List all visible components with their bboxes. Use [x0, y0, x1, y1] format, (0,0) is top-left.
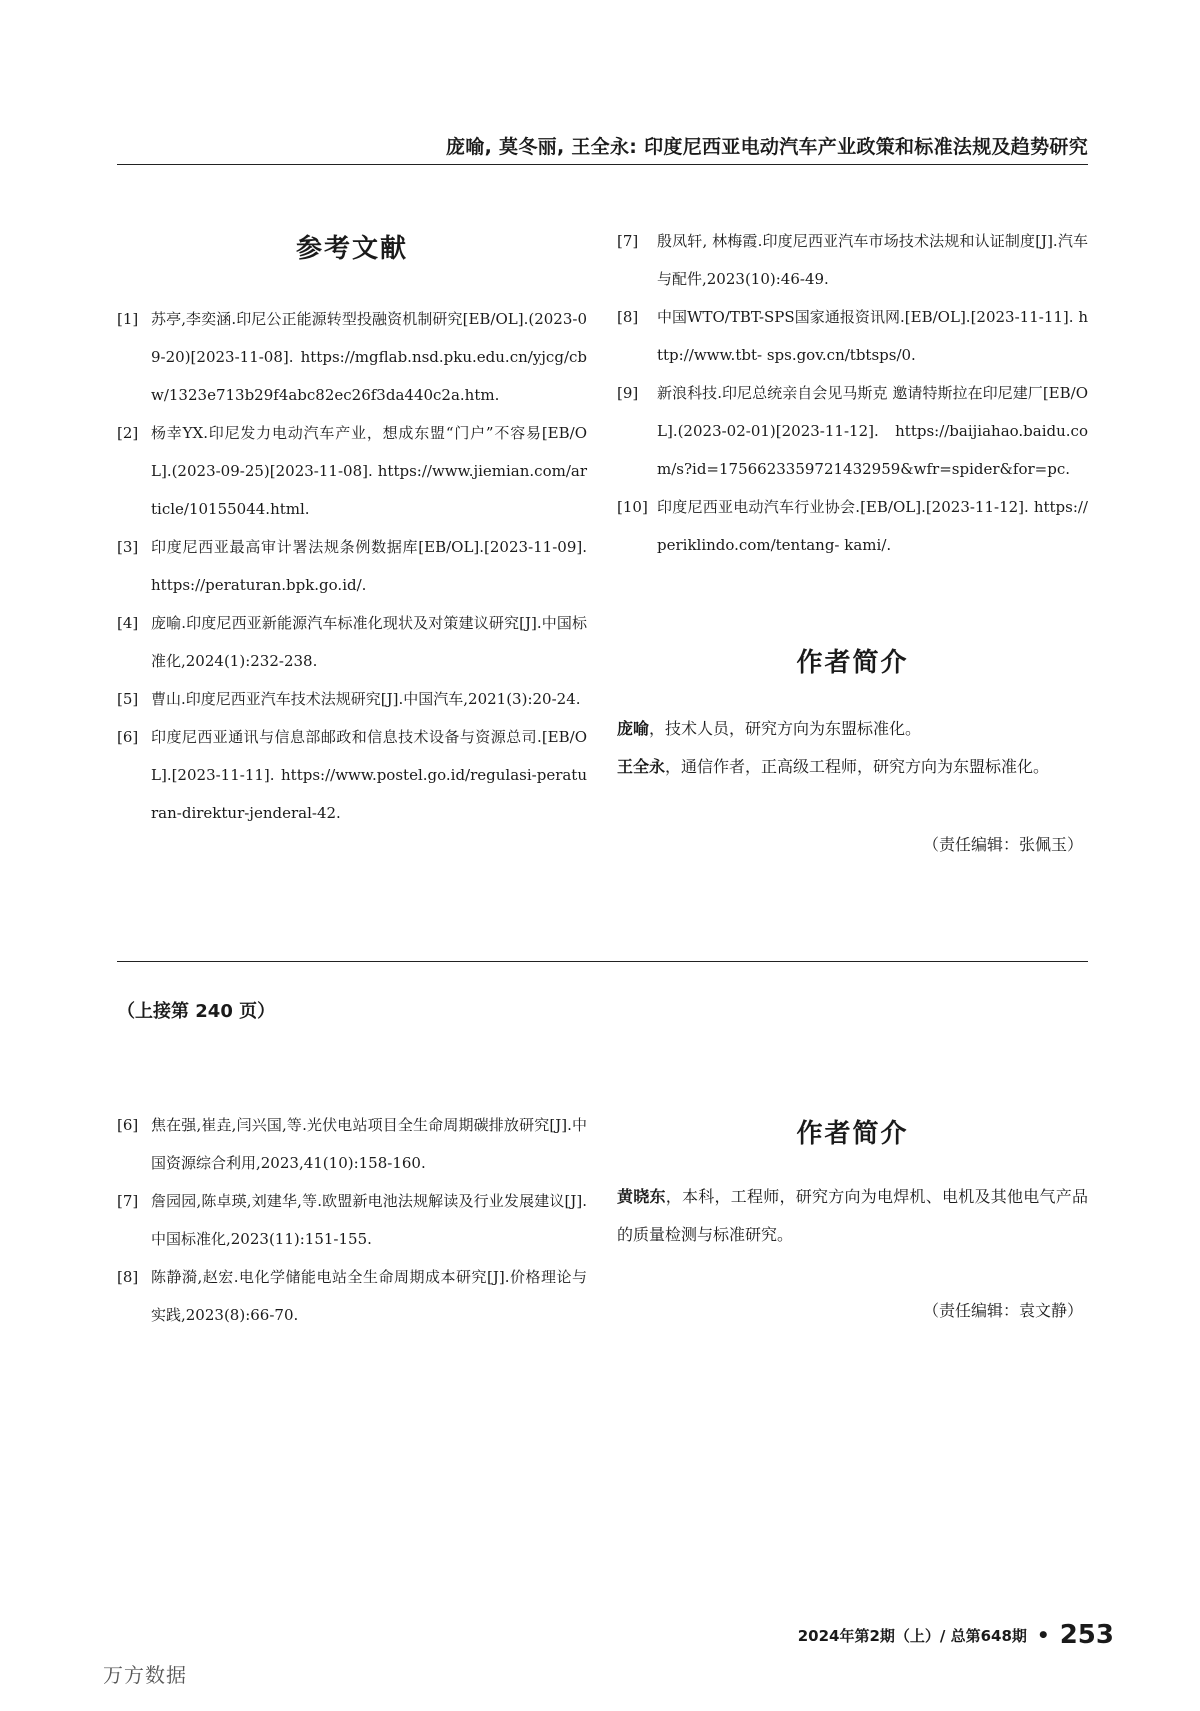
reference-item: [1] 苏亭,李奕涵.印尼公正能源转型投融资机制研究[EB/OL].(2023-09-20)[2023-11-08]. https://mgflab.nsd.pku.edu.cn/yjcg/cbw/1323e713b29f4abc82ec26f3da440c2a.htm.: [117, 310, 587, 404]
author-bio: 庞喻，技术人员，研究方向为东盟标准化。: [617, 719, 922, 738]
references-left-list: [117, 300, 587, 832]
references-continued-list: [117, 1106, 587, 1334]
page-footer: [798, 1620, 1114, 1650]
author-name: 黄晓东: [617, 1187, 666, 1206]
reference-item: [3] 印度尼西亚最高审计署法规条例数据库[EB/OL].[2023-11-09]. https://peraturan.bpk.go.id/.: [117, 538, 587, 594]
page-number: 253: [1059, 1620, 1114, 1650]
author-name: 王全永: [617, 757, 666, 776]
references-right-list: [617, 222, 1088, 564]
reference-item: [6] 焦在强,崔垚,闫兴国,等.光伏电站项目全生命周期碳排放研究[J].中国资源综合利用,2023,41(10):158-160.: [117, 1116, 587, 1172]
reference-item: [9] 新浪科技.印尼总统亲自会见马斯克 邀请特斯拉在印尼建厂[EB/OL].(2023-02-01)[2023-11-12]. https://baijiahao.baidu.com/s?id=1756623359721432959&wfr=spider&for=pc.: [617, 384, 1088, 478]
author-intro-title: 作者简介: [796, 648, 909, 678]
continued-note: （上接第 240 页）: [117, 1001, 276, 1022]
author-bios-2: [617, 1178, 1088, 1254]
bullet-separator: •: [1036, 1623, 1050, 1647]
author-bios: [617, 710, 1088, 786]
section-divider: [117, 961, 1088, 962]
reference-item: [8] 中国WTO/TBT-SPS国家通报资讯网.[EB/OL].[2023-11-11]. http://www.tbt- sps.gov.cn/tbtsps/0.: [617, 308, 1088, 364]
reference-item: [7] 詹园园,陈卓瑛,刘建华,等.欧盟新电池法规解读及行业发展建议[J].中国标准化,2023(11):151-155.: [117, 1192, 587, 1248]
reference-item: [2] 杨幸YX.印尼发力电动汽车产业，想成东盟“门户”不容易[EB/OL].(2023-09-25)[2023-11-08]. https://www.jiemian.com/article/10155044.html.: [117, 424, 587, 518]
reference-item: [4] 庞喻.印度尼西亚新能源汽车标准化现状及对策建议研究[J].中国标准化,2024(1):232-238.: [117, 614, 587, 670]
references-title: 参考文献: [295, 234, 408, 264]
watermark: 万方数据: [103, 1663, 187, 1687]
author-bio: 黄晓东，本科，工程师，研究方向为电焊机、电机及其他电气产品的质量检测与标准研究。: [617, 1187, 1088, 1244]
author-bio: 王全永，通信作者，正高级工程师，研究方向为东盟标准化。: [617, 757, 1050, 776]
reference-item: [6] 印度尼西亚通讯与信息部邮政和信息技术设备与资源总司.[EB/OL].[2023-11-11]. https://www.postel.go.id/regulasi-peraturan-direktur-jenderal-42.: [117, 728, 587, 822]
running-title: 庞喻, 莫冬丽, 王全永: 印度尼西亚电动汽车产业政策和标准法规及趋势研究: [446, 136, 1088, 158]
responsible-editor: （责任编辑：张佩玉）: [922, 835, 1083, 854]
author-name: 庞喻: [617, 719, 650, 738]
responsible-editor-2: （责任编辑：袁文静）: [922, 1301, 1083, 1320]
reference-item: [8] 陈静漪,赵宏.电化学储能电站全生命周期成本研究[J].价格理论与实践,2023(8):66-70.: [117, 1268, 587, 1324]
issue-info: 2024年第2期（上）/ 总第648期: [797, 1626, 1027, 1645]
header-rule: [117, 164, 1088, 165]
reference-item: [7] 殷凤轩, 林梅霞.印度尼西亚汽车市场技术法规和认证制度[J].汽车与配件,2023(10):46-49.: [617, 232, 1088, 288]
reference-item: [10] 印度尼西亚电动汽车行业协会.[EB/OL].[2023-11-12]. https://periklindo.com/tentang- kami/.: [617, 498, 1088, 554]
author-intro-title-2: 作者简介: [796, 1119, 909, 1149]
reference-item: [5] 曹山.印度尼西亚汽车技术法规研究[J].中国汽车,2021(3):20-24.: [117, 690, 581, 708]
